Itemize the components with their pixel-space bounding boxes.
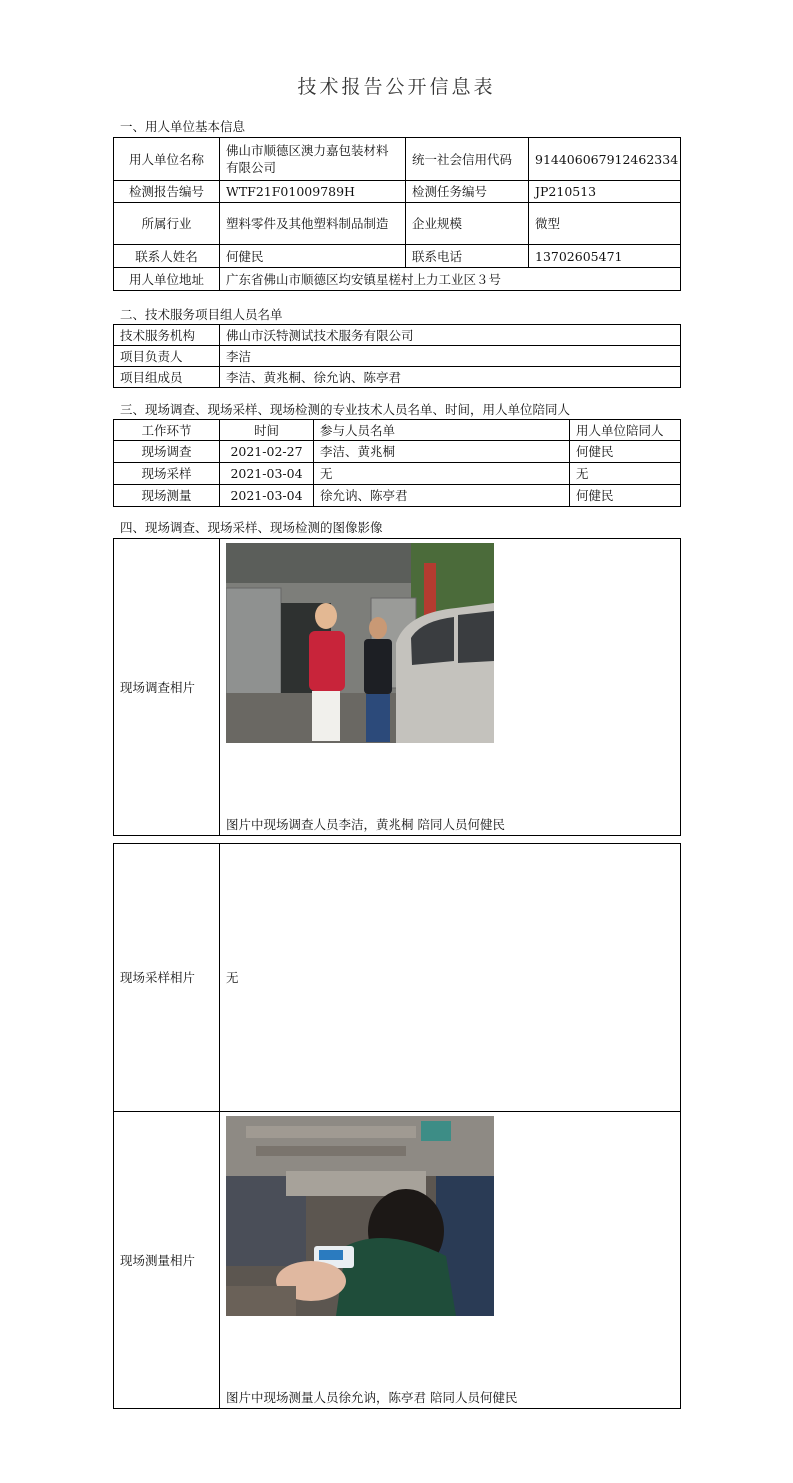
table-row [114,1112,681,1409]
cell: 无 [570,463,681,485]
cell-label: 用人单位名称 [114,138,220,181]
table-row [114,245,681,268]
column-header: 时间 [220,420,314,441]
cell: 李洁、黄兆桐 [314,441,570,463]
section2-heading: 二、技术服务项目组人员名单 [120,307,283,322]
survey-caption: 图片中现场调查人员李洁，黄兆桐 陪同人员何健民 [226,817,505,832]
column-header: 用人单位陪同人 [570,420,681,441]
table-row [114,844,681,1112]
cell-value: 佛山市沃特测试技术服务有限公司 [220,325,681,346]
cell-value: 广东省佛山市顺德区均安镇星槎村上力工业区３号 [220,268,681,291]
table-row [114,539,681,836]
cell-value: WTF21F01009789H [220,181,406,203]
table-row [114,138,681,181]
table-row [114,463,681,485]
cell-label: 所属行业 [114,203,220,245]
table-header-row [114,420,681,441]
photo-cell [220,539,681,836]
table-row [114,367,681,388]
cell: 徐允讷、陈亭君 [314,485,570,507]
cell-value: 李洁、黄兆桐、徐允讷、陈亭君 [220,367,681,388]
cell-value: 微型 [529,203,681,245]
cell-value: 914406067912462334 [529,138,681,181]
cell-label: 检测任务编号 [406,181,529,203]
cell: 2021-02-27 [220,441,314,463]
page-title: 技术报告公开信息表 [297,76,496,98]
section4-heading: 四、现场调查、现场采样、现场检测的图像影像 [120,520,383,535]
cell: 2021-03-04 [220,463,314,485]
table-row [114,181,681,203]
cell-value: 13702605471 [529,245,681,268]
cell-value: 无 [220,844,681,1112]
measurement-photo [226,1116,494,1316]
table-row [114,346,681,367]
cell-label: 统一社会信用代码 [406,138,529,181]
cell: 何健民 [570,485,681,507]
sampling-measure-table [113,843,681,1409]
table-row [114,485,681,507]
table-row [114,203,681,245]
cell-label: 技术服务机构 [114,325,220,346]
basic-info-table [113,137,681,291]
column-header: 工作环节 [114,420,220,441]
cell-label: 现场采样相片 [114,844,220,1112]
team-table [113,324,681,388]
cell-label: 用人单位地址 [114,268,220,291]
cell: 无 [314,463,570,485]
survey-photo [226,543,494,743]
cell: 现场采样 [114,463,220,485]
column-header: 参与人员名单 [314,420,570,441]
table-row [114,325,681,346]
cell-value: 李洁 [220,346,681,367]
table-row [114,441,681,463]
cell-value: JP210513 [529,181,681,203]
measurement-caption: 图片中现场测量人员徐允讷，陈亭君 陪同人员何健民 [226,1390,518,1405]
cell-label: 项目负责人 [114,346,220,367]
cell-label: 企业规模 [406,203,529,245]
cell: 现场测量 [114,485,220,507]
cell-label: 联系电话 [406,245,529,268]
cell-label: 项目组成员 [114,367,220,388]
section1-heading: 一、用人单位基本信息 [120,119,246,134]
cell-label: 联系人姓名 [114,245,220,268]
table-row [114,268,681,291]
photo-cell [220,1112,681,1409]
cell: 2021-03-04 [220,485,314,507]
personnel-table [113,419,681,507]
cell-value: 何健民 [220,245,406,268]
section3-heading: 三、现场调查、现场采样、现场检测的专业技术人员名单、时间，用人单位陪同人 [120,402,571,417]
cell-value: 佛山市顺德区澳力嘉包装材料有限公司 [220,138,406,181]
cell-label: 现场调查相片 [114,539,220,836]
cell-label: 现场测量相片 [114,1112,220,1409]
cell: 何健民 [570,441,681,463]
cell-label: 检测报告编号 [114,181,220,203]
cell-value: 塑料零件及其他塑料制品制造 [220,203,406,245]
cell: 现场调查 [114,441,220,463]
survey-photo-table [113,538,681,836]
